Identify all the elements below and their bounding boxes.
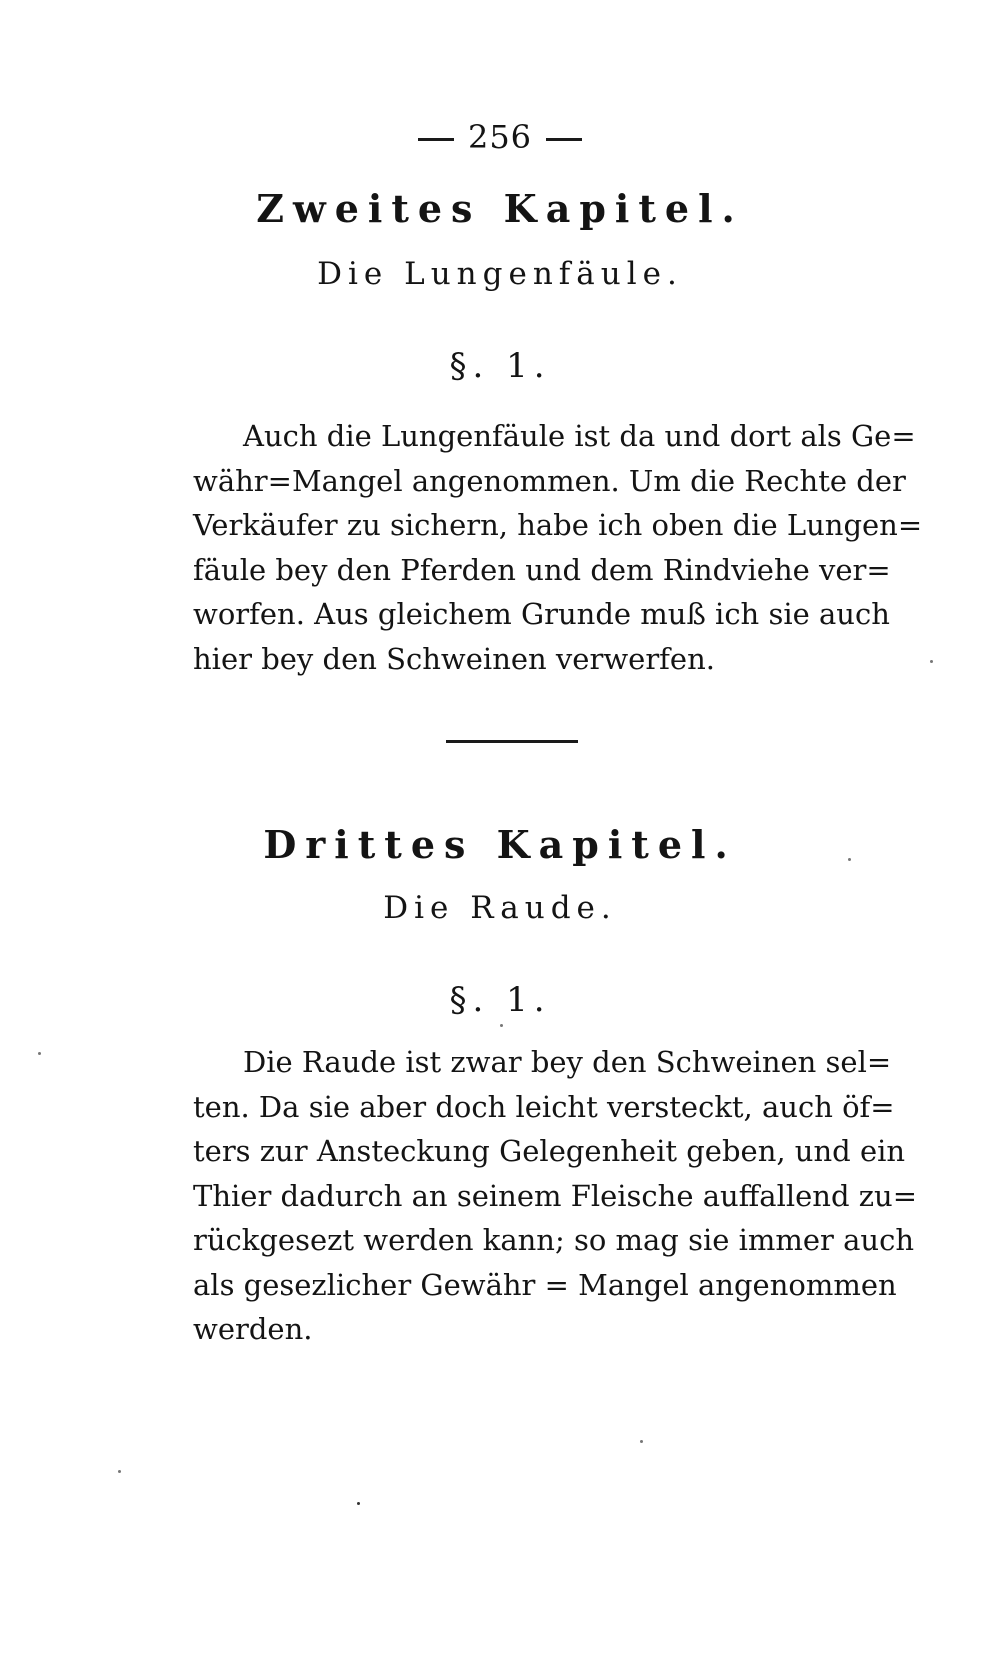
text-line: fäule bey den Pferden und dem Rindviehe ver= [193,552,891,587]
text-line: rückgesezt werden kann; so mag sie immer auch [193,1223,915,1257]
header-dash-left [418,138,454,141]
text-line: als gesezlicher Gewähr = Mangel angenommen [193,1267,897,1302]
text-line: werden. [193,1312,313,1346]
text-line: Thier dadurch an seinem Fleische auffallend zu= [193,1178,917,1213]
chapter-title-3: Drittes Kapitel. [263,822,737,867]
scan-speck [38,1052,41,1055]
header-dash-right [546,138,582,141]
scan-speck [848,858,851,861]
scan-speck [118,1470,121,1473]
paragraph-sign-2: §. 1. [449,980,551,1020]
paragraph-lungenfaeule [193,414,923,681]
page-number: 256 [467,118,533,156]
text-line: ten. Da sie aber doch leicht versteckt, auch öf= [193,1089,895,1124]
page-header [0,118,1000,156]
text-line: ters zur Ansteckung Gelegenheit geben, und ein [193,1134,906,1168]
chapter-title-2: Zweites Kapitel. [256,186,744,231]
paragraph-sign-1: §. 1. [449,346,551,386]
section-divider [446,740,578,743]
scan-speck [640,1440,643,1443]
chapter-subtitle-lungenfaeule: Die Lungenfäule. [317,256,683,292]
text-line: hier bey den Schweinen verwerfen. [193,641,715,676]
scan-speck [357,1502,360,1505]
text-line: Die Raude ist zwar bey den Schweinen sel= [243,1045,892,1079]
chapter-subtitle-raude: Die Raude. [383,890,617,926]
text-line: währ=Mangel angenommen. Um die Rechte der [193,463,906,498]
scan-speck [930,660,933,663]
paragraph-raude [193,1040,917,1352]
scan-speck [500,1024,503,1027]
text-line: Auch die Lungenfäule ist da und dort als Ge= [243,419,916,453]
text-line: worfen. Aus gleichem Grunde muß ich sie auch [193,597,890,631]
text-line: Verkäufer zu sichern, habe ich oben die Lungen= [193,508,923,542]
